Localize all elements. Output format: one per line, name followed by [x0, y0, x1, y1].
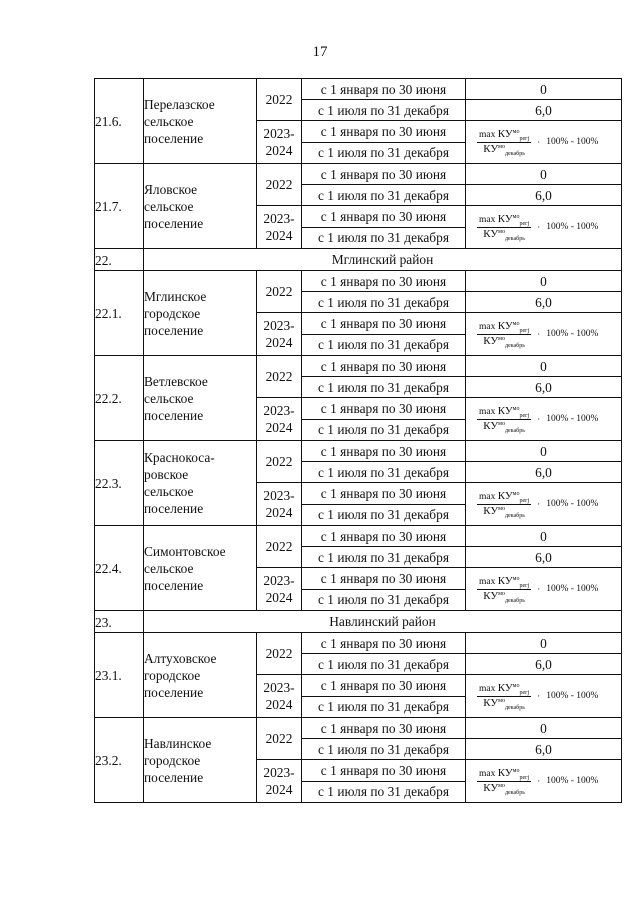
formula-sup: мо	[498, 782, 505, 789]
value-cell: 0	[466, 271, 622, 292]
year-cell: 2022	[257, 164, 302, 206]
period-cell: с 1 января по 30 июня	[302, 441, 466, 462]
settlement-name-line: Ветлевское	[144, 373, 208, 389]
tariff-table	[94, 78, 622, 803]
formula-sup: мо	[512, 128, 520, 135]
value-cell: 0	[466, 718, 622, 739]
formula-cell	[466, 568, 622, 611]
value-cell: 0	[466, 633, 622, 654]
value-cell: 6,0	[466, 377, 622, 398]
formula-fraction	[477, 576, 531, 603]
year-range-end: 2024	[265, 782, 293, 797]
formula-ku: КУ	[497, 127, 513, 140]
year-range-cell	[257, 568, 302, 611]
formula-ku: КУ	[483, 227, 499, 240]
growth-formula	[466, 683, 621, 710]
period-cell: с 1 января по 30 июня	[302, 313, 466, 335]
formula-times: ·	[537, 690, 541, 701]
formula-ku: КУ	[497, 489, 513, 502]
table-row	[95, 356, 622, 377]
formula-cell	[466, 313, 622, 356]
period-cell: с 1 января по 30 июня	[302, 206, 466, 228]
settlement-name-line: поселение	[144, 577, 204, 593]
formula-numerator	[477, 406, 531, 420]
formula-sub-reg: регj	[519, 774, 530, 781]
formula-tail: 100% - 100%	[546, 498, 599, 509]
settlement-name-line: сельское	[144, 198, 194, 214]
formula-sup: мо	[498, 143, 505, 150]
formula-sup: мо	[512, 490, 520, 497]
formula-max: max	[479, 491, 496, 502]
formula-ku: КУ	[483, 419, 499, 432]
formula-times: ·	[537, 583, 541, 594]
value-cell: 6,0	[466, 654, 622, 675]
formula-denominator	[483, 590, 525, 603]
formula-cell	[466, 675, 622, 718]
period-cell: с 1 января по 30 июня	[302, 760, 466, 782]
page-number: 17	[312, 44, 328, 60]
formula-tail: 100% - 100%	[546, 136, 599, 147]
table-row	[95, 271, 622, 292]
year-range-end: 2024	[265, 335, 293, 350]
settlement-name-line: Яловское	[144, 181, 198, 197]
formula-sub-reg: регj	[519, 412, 530, 419]
row-number: 23.2.	[95, 718, 144, 803]
period-cell: с 1 июля по 31 декабря	[302, 142, 466, 164]
formula-sup: мо	[512, 767, 520, 774]
row-number: 22.2.	[95, 356, 144, 441]
formula-sub-dec: декабрь	[504, 342, 525, 349]
period-cell: с 1 января по 30 июня	[302, 121, 466, 143]
formula-sup: мо	[498, 697, 505, 704]
period-cell: с 1 января по 30 июня	[302, 398, 466, 420]
settlement-name	[144, 356, 257, 441]
growth-formula	[466, 214, 621, 241]
period-cell: с 1 июля по 31 декабря	[302, 547, 466, 568]
formula-tail: 100% - 100%	[546, 583, 599, 594]
formula-sub-reg: регj	[519, 220, 530, 227]
period-cell: с 1 июля по 31 декабря	[302, 227, 466, 249]
year-cell: 2022	[257, 79, 302, 121]
period-cell: с 1 июля по 31 декабря	[302, 334, 466, 356]
formula-numerator	[477, 768, 531, 782]
period-cell: с 1 января по 30 июня	[302, 633, 466, 654]
value-cell: 0	[466, 356, 622, 377]
formula-sup: мо	[512, 213, 520, 220]
year-range-end: 2024	[265, 505, 293, 520]
formula-times: ·	[537, 328, 541, 339]
formula-fraction	[477, 214, 531, 241]
formula-denominator	[483, 143, 525, 156]
year-range-start: 2023-	[263, 126, 295, 141]
formula-ku: КУ	[483, 696, 499, 709]
settlement-name-line: сельское	[144, 390, 194, 406]
period-cell: с 1 января по 30 июня	[302, 526, 466, 547]
formula-ku: КУ	[483, 504, 499, 517]
formula-sup: мо	[512, 320, 520, 327]
settlement-name-line: поселение	[144, 684, 204, 700]
year-range-cell	[257, 675, 302, 718]
row-number: 23.1.	[95, 633, 144, 718]
formula-max: max	[479, 683, 496, 694]
year-cell: 2022	[257, 356, 302, 398]
row-number: 21.7.	[95, 164, 144, 249]
period-cell: с 1 января по 30 июня	[302, 271, 466, 292]
formula-tail: 100% - 100%	[546, 690, 599, 701]
formula-fraction	[477, 321, 531, 348]
growth-formula	[466, 491, 621, 518]
value-cell: 6,0	[466, 185, 622, 206]
settlement-name-line: Алтуховское	[144, 650, 217, 666]
year-range-start: 2023-	[263, 403, 295, 418]
settlement-name-line: Симонтовское	[144, 543, 226, 559]
period-cell: с 1 июля по 31 декабря	[302, 377, 466, 398]
formula-tail: 100% - 100%	[546, 221, 599, 232]
formula-ku: КУ	[497, 574, 513, 587]
formula-sub-dec: декабрь	[504, 427, 525, 434]
formula-max: max	[479, 406, 496, 417]
formula-tail: 100% - 100%	[546, 413, 599, 424]
year-range-end: 2024	[265, 697, 293, 712]
formula-sub-reg: регj	[519, 497, 530, 504]
region-row	[95, 249, 622, 271]
settlement-name-line: поселение	[144, 322, 204, 338]
settlement-name-line: городское	[144, 305, 201, 321]
formula-max: max	[479, 321, 496, 332]
formula-denominator	[483, 697, 525, 710]
period-cell: с 1 января по 30 июня	[302, 79, 466, 100]
formula-cell	[466, 398, 622, 441]
formula-sup: мо	[512, 575, 520, 582]
row-number: 22.3.	[95, 441, 144, 526]
formula-cell	[466, 121, 622, 164]
year-range-start: 2023-	[263, 680, 295, 695]
settlement-name-line: поселение	[144, 501, 204, 516]
formula-sub-dec: декабрь	[504, 512, 525, 519]
year-range-cell	[257, 483, 302, 526]
year-range-start: 2023-	[263, 765, 295, 780]
settlement-name	[144, 633, 257, 718]
growth-formula	[466, 321, 621, 348]
year-range-cell	[257, 398, 302, 441]
formula-cell	[466, 483, 622, 526]
year-cell: 2022	[257, 271, 302, 313]
formula-sub-dec: декабрь	[504, 150, 525, 157]
period-cell: с 1 июля по 31 декабря	[302, 781, 466, 803]
region-name: Навлинский район	[144, 611, 622, 633]
row-number: 21.6.	[95, 79, 144, 164]
formula-denominator	[483, 420, 525, 433]
formula-times: ·	[537, 136, 541, 147]
value-cell: 6,0	[466, 100, 622, 121]
value-cell: 0	[466, 164, 622, 185]
year-range-end: 2024	[265, 590, 293, 605]
value-cell: 6,0	[466, 292, 622, 313]
formula-numerator	[477, 576, 531, 590]
table-row	[95, 79, 622, 100]
formula-sub-dec: декабрь	[504, 789, 525, 796]
year-range-cell	[257, 313, 302, 356]
period-cell: с 1 июля по 31 декабря	[302, 100, 466, 121]
formula-tail: 100% - 100%	[546, 328, 599, 339]
year-range-end: 2024	[265, 420, 293, 435]
period-cell: с 1 июля по 31 декабря	[302, 419, 466, 441]
formula-sup: мо	[498, 505, 505, 512]
year-cell: 2022	[257, 718, 302, 760]
settlement-name	[144, 526, 257, 611]
row-number: 23.	[95, 611, 144, 633]
period-cell: с 1 июля по 31 декабря	[302, 696, 466, 718]
growth-formula	[466, 768, 621, 795]
region-row	[95, 611, 622, 633]
row-number: 22.	[95, 249, 144, 271]
period-cell: с 1 июля по 31 декабря	[302, 589, 466, 611]
year-range-cell	[257, 206, 302, 249]
formula-tail: 100% - 100%	[546, 775, 599, 786]
formula-sub-dec: декабрь	[504, 597, 525, 604]
row-number: 22.4.	[95, 526, 144, 611]
formula-denominator	[483, 782, 525, 795]
growth-formula	[466, 406, 621, 433]
table-row	[95, 164, 622, 185]
year-range-start: 2023-	[263, 488, 295, 503]
formula-sup: мо	[498, 228, 505, 235]
table-row	[95, 633, 622, 654]
formula-ku: КУ	[497, 766, 513, 779]
formula-sup: мо	[512, 405, 520, 412]
value-cell: 6,0	[466, 547, 622, 568]
year-range-end: 2024	[265, 143, 293, 158]
formula-fraction	[477, 129, 531, 156]
region-name: Мглинский район	[144, 249, 622, 271]
year-range-cell	[257, 121, 302, 164]
year-cell: 2022	[257, 633, 302, 675]
formula-numerator	[477, 491, 531, 505]
value-cell: 0	[466, 441, 622, 462]
value-cell: 0	[466, 79, 622, 100]
period-cell: с 1 января по 30 июня	[302, 568, 466, 590]
table-row	[95, 441, 622, 462]
formula-sub-reg: регj	[519, 327, 530, 334]
year-cell: 2022	[257, 441, 302, 483]
settlement-name	[144, 271, 257, 356]
formula-numerator	[477, 683, 531, 697]
year-range-start: 2023-	[263, 573, 295, 588]
settlement-name	[144, 441, 257, 526]
formula-sub-dec: декабрь	[504, 704, 525, 711]
period-cell: с 1 января по 30 июня	[302, 718, 466, 739]
period-cell: с 1 января по 30 июня	[302, 675, 466, 697]
formula-sup: мо	[498, 335, 505, 342]
period-cell: с 1 июля по 31 декабря	[302, 739, 466, 760]
formula-sup: мо	[498, 590, 505, 597]
formula-ku: КУ	[483, 142, 499, 155]
settlement-name-line: поселение	[144, 130, 204, 146]
formula-cell	[466, 760, 622, 803]
formula-sub-reg: регj	[519, 135, 530, 142]
settlement-name-line: Перелазское	[144, 96, 215, 112]
formula-ku: КУ	[497, 681, 513, 694]
value-cell: 6,0	[466, 739, 622, 760]
settlement-name-line: поселение	[144, 407, 204, 423]
formula-sup: мо	[498, 420, 505, 427]
formula-ku: КУ	[483, 334, 499, 347]
settlement-name-line: поселение	[144, 215, 204, 231]
settlement-name-line: городское	[144, 667, 201, 683]
formula-numerator	[477, 321, 531, 335]
formula-times: ·	[537, 775, 541, 786]
growth-formula	[466, 129, 621, 156]
formula-fraction	[477, 406, 531, 433]
formula-denominator	[483, 228, 525, 241]
growth-formula	[466, 576, 621, 603]
period-cell: с 1 января по 30 июня	[302, 356, 466, 377]
period-cell: с 1 июля по 31 декабря	[302, 292, 466, 313]
settlement-name-line: поселение	[144, 769, 204, 785]
formula-ku: КУ	[497, 404, 513, 417]
period-cell: с 1 июля по 31 декабря	[302, 185, 466, 206]
formula-max: max	[479, 129, 496, 140]
period-cell: с 1 января по 30 июня	[302, 164, 466, 185]
formula-times: ·	[537, 413, 541, 424]
formula-fraction	[477, 491, 531, 518]
period-cell: с 1 января по 30 июня	[302, 483, 466, 505]
period-cell: с 1 июля по 31 декабря	[302, 504, 466, 526]
formula-numerator	[477, 129, 531, 143]
formula-max: max	[479, 768, 496, 779]
formula-cell	[466, 206, 622, 249]
period-cell: с 1 июля по 31 декабря	[302, 462, 466, 483]
table-row	[95, 718, 622, 739]
settlement-name	[144, 718, 257, 803]
settlement-name-line: сельское	[144, 484, 194, 499]
formula-max: max	[479, 214, 496, 225]
formula-max: max	[479, 576, 496, 587]
value-cell: 6,0	[466, 462, 622, 483]
formula-sub-reg: регj	[519, 689, 530, 696]
settlement-name-line: сельское	[144, 113, 194, 129]
formula-ku: КУ	[497, 319, 513, 332]
formula-denominator	[483, 335, 525, 348]
settlement-name-line: городское	[144, 752, 201, 768]
formula-times: ·	[537, 498, 541, 509]
period-cell: с 1 июля по 31 декабря	[302, 654, 466, 675]
formula-ku: КУ	[483, 781, 499, 794]
formula-ku: КУ	[497, 212, 513, 225]
formula-denominator	[483, 505, 525, 518]
year-cell: 2022	[257, 526, 302, 568]
settlement-name-line: ровское	[144, 467, 189, 482]
year-range-start: 2023-	[263, 318, 295, 333]
settlement-name-line: Навлинское	[144, 735, 212, 751]
formula-sup: мо	[512, 682, 520, 689]
table-row	[95, 526, 622, 547]
settlement-name	[144, 164, 257, 249]
formula-fraction	[477, 768, 531, 795]
formula-fraction	[477, 683, 531, 710]
year-range-end: 2024	[265, 228, 293, 243]
settlement-name-line: сельское	[144, 560, 194, 576]
row-number: 22.1.	[95, 271, 144, 356]
settlement-name	[144, 79, 257, 164]
settlement-name-line: Мглинское	[144, 288, 207, 304]
year-range-start: 2023-	[263, 211, 295, 226]
value-cell: 0	[466, 526, 622, 547]
formula-sub-reg: регj	[519, 582, 530, 589]
year-range-cell	[257, 760, 302, 803]
formula-ku: КУ	[483, 589, 499, 602]
formula-times: ·	[537, 221, 541, 232]
formula-sub-dec: декабрь	[504, 235, 525, 242]
settlement-name-line: Краснокоса-	[144, 450, 215, 465]
formula-numerator	[477, 214, 531, 228]
